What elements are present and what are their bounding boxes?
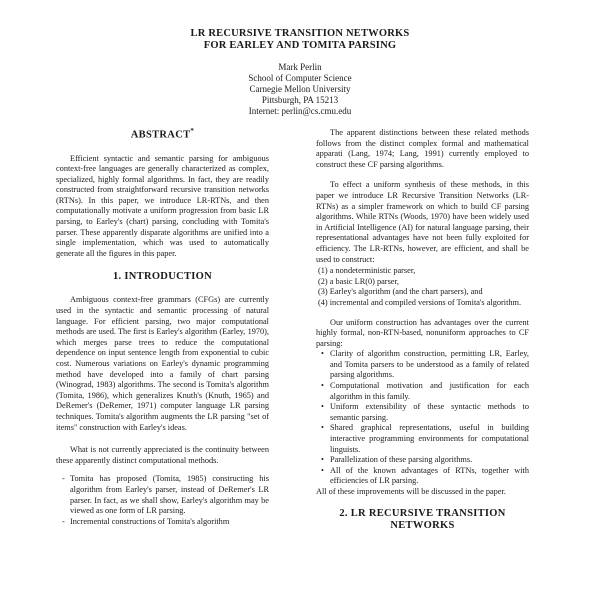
author-email: Internet: perlin@cs.cmu.edu — [248, 106, 352, 116]
section-2-heading-line-2: NETWORKS — [390, 519, 455, 531]
abstract-footnote-mark: * — [190, 127, 195, 135]
paper-title — [0, 28, 600, 52]
title-line-1: LR RECURSIVE TRANSITION NETWORKS — [190, 28, 410, 39]
intro-paragraph-2: What is not currently appreciated is the continuity between these apparently distinct computational methods. — [56, 445, 269, 465]
intro-paragraph-1: Ambiguous context-free grammars (CFGs) are currently used in the syntactic and semantic processing of natural language. For efficient parsing, two major computational methods are used. The first is Earley's algorithm (Earley, 1970), which merges parse trees to reduce the computational dependence on input sentence length from exponential to cubic cost. Numerous variations on Earley's dynamic programming method have developed into a family of chart parsing (Winograd, 1983) algorithms. The second is Tomita's algorithm (Tomita, 1986), which generalizes Knuth's (Knuth, 1965) and DeRemer's (DeRemer, 1971) computer language LR parsing techniques. Tomita's algorithm augments the LR parsing "set of items" construction with Earley's ideas. — [56, 295, 269, 432]
list-item: • Computational motivation and justification for each algorithm in this family. — [316, 381, 529, 402]
abstract-heading — [56, 125, 269, 142]
list-item: • Shared graphical representations, useful in building interactive programming environments for computational linguists. — [316, 423, 529, 455]
right-paragraph-4: All of these improvements will be discussed in the paper. — [316, 487, 506, 496]
list-item: (3) Earley's algorithm (and the chart parsers), and — [318, 287, 483, 297]
section-2-heading — [316, 508, 529, 532]
left-column — [56, 125, 269, 527]
list-item: • Clarity of algorithm construction, permitting LR, Earley, and Tomita parsers to be understood as a family of related parsing algorithms. — [316, 349, 529, 381]
advantages-list — [316, 349, 529, 487]
author-name: Mark Perlin — [278, 62, 322, 72]
list-item: (4) incremental and compiled versions of Tomita's algorithm. — [318, 297, 522, 307]
construct-list — [316, 266, 529, 308]
section-2-heading-line-1: 2. LR RECURSIVE TRANSITION — [339, 507, 506, 519]
author-university: Carnegie Mellon University — [249, 84, 351, 94]
author-block — [0, 62, 600, 117]
list-item: • Parallelization of these parsing algorithms. — [316, 455, 529, 466]
author-city: Pittsburgh, PA 15213 — [261, 95, 339, 105]
list-item: (1) a nondeterministic parser, — [318, 266, 416, 276]
right-paragraph-2: To effect a uniform synthesis of these methods, in this paper we introduce LR Recursive Transition Networks (LR-RTNs) as a simpler framework on which to build CF parsing algorithms. While RTNs (Woods, 1970) have been widely used in Artificial Intelligence (AI) for natural language parsing, their representational advantages have not been fully exploited for efficiency. The LR-RTNs, however, are efficient, and shall be used to construct: — [316, 180, 529, 264]
list-item: • All of the known advantages of RTNs, together with efficiencies of LR parsing. — [316, 466, 529, 487]
abstract-text: Efficient syntactic and semantic parsing for ambiguous context-free languages are generally characterized as complex, specialized, highly formal algorithms. In fact, they are readily constructed from straightforward recursive transition networks (RTNs). In this paper, we introduce LR-RTNs, and then computationally motivate a uniform progression from basic LR parsing, to Earley's (chart) parsing, concluding with Tomita's parser. These apparently disparate algorithms are unified into a single implementation, which was used to automatically generate all the figures in this paper. — [56, 153, 269, 258]
right-paragraph-3: Our uniform construction has advantages over the current highly formal, non-RTN-based, nonuniform approaches to CF parsing: — [316, 317, 529, 348]
right-column — [316, 128, 529, 532]
list-item: - Tomita has proposed (Tomita, 1985) constructing his algorithm from Earley's parser, instead of DeRemer's LR parser. In fact, as we shall show, Earley's algorithm may be viewed as one form of LR parsing. — [56, 474, 269, 516]
list-item: (2) a basic LR(0) parser, — [318, 276, 399, 286]
title-line-2: FOR EARLEY AND TOMITA PARSING — [203, 40, 397, 51]
intro-heading: 1. INTRODUCTION — [112, 271, 212, 283]
list-item: - Incremental constructions of Tomita's algorithm — [56, 517, 269, 528]
author-school: School of Computer Science — [248, 73, 352, 83]
intro-bullet-list — [56, 474, 269, 527]
list-item: • Uniform extensibility of these syntactic methods to semantic parsing. — [316, 402, 529, 423]
abstract-heading-text: ABSTRACT — [130, 129, 191, 141]
right-paragraph-1: The apparent distinctions between these related methods follows from the distinct complex formal and mathematical apparati (Lang, 1974; Lang, 1991) currently employed to construct these CF parsing algorithms. — [316, 128, 529, 169]
